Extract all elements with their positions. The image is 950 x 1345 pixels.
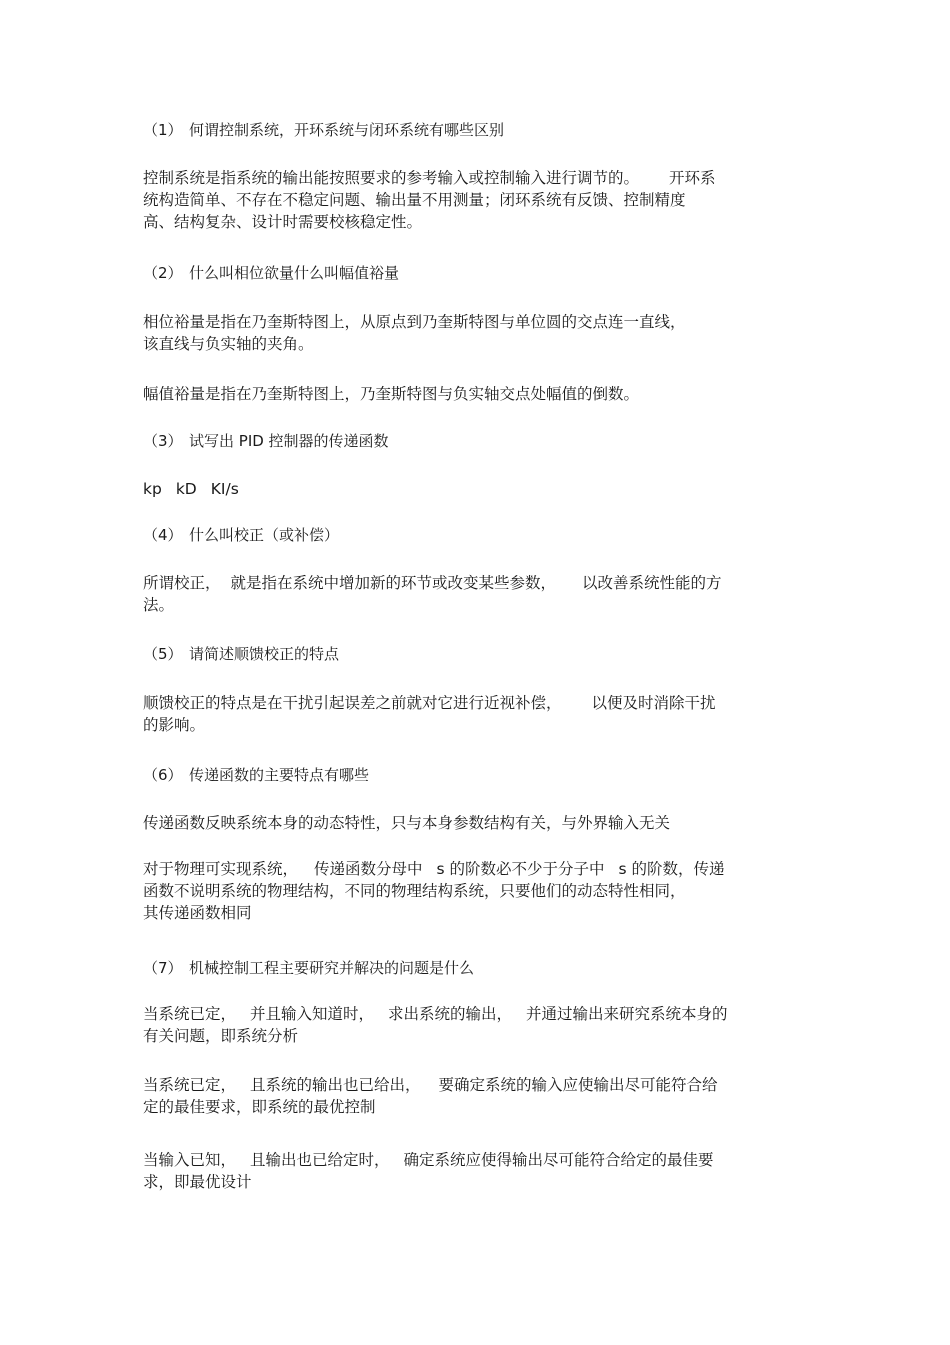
answer-text: 并且输入知道时，	[250, 1005, 375, 1023]
question-2	[143, 263, 808, 283]
answer-text: 控制系统是指系统的输出能按照要求的参考输入或控制输入进行调节的。	[143, 169, 640, 187]
answer-text: 定的最佳要求，即系统的最优控制	[143, 1098, 376, 1116]
answer-1	[143, 167, 808, 233]
pid-term-kp: kp	[143, 480, 162, 498]
question-title: 试写出 PID 控制器的传递函数	[189, 432, 389, 450]
pid-transfer-function	[143, 478, 808, 500]
question-number: （3）	[143, 432, 183, 450]
answer-6a	[143, 812, 808, 834]
question-6	[143, 765, 808, 785]
answer-text: 对于物理可实现系统，	[143, 860, 299, 878]
question-title: 何谓控制系统，开环系统与闭环系统有哪些区别	[189, 121, 505, 139]
question-5	[143, 644, 808, 664]
answer-text: 就是指在系统中增加新的环节或改变某些参数，	[230, 574, 557, 592]
pid-term-ki: KI/s	[210, 480, 239, 498]
answer-text: 该直线与负实轴的夹角。	[143, 335, 314, 353]
answer-2a	[143, 311, 808, 355]
question-title: 传递函数的主要特点有哪些	[189, 766, 370, 784]
answer-text: 开环系	[669, 169, 716, 187]
answer-text: 传递函数分母中	[314, 860, 423, 878]
answer-text: 当输入已知，	[143, 1151, 237, 1169]
answer-text: 相位裕量是指在乃奎斯特图上，从原点到乃奎斯特图与单位圆的交点连一直线，	[143, 313, 686, 331]
answer-text: 当系统已定，	[143, 1076, 237, 1094]
question-title: 请简述顺馈校正的特点	[189, 645, 340, 663]
answer-7a	[143, 1003, 808, 1047]
answer-5	[143, 692, 808, 736]
question-title: 什么叫校正（或补偿）	[189, 526, 340, 544]
answer-text: 统构造简单、不存在不稳定问题、输出量不用测量；闭环系统有反馈、控制精度	[143, 191, 686, 209]
question-number: （7）	[143, 959, 183, 977]
question-title: 机械控制工程主要研究并解决的问题是什么	[189, 959, 475, 977]
answer-text: 以改善系统性能的方	[582, 574, 722, 592]
answer-text: 且系统的输出也已给出，	[250, 1076, 421, 1094]
answer-text: 函数不说明系统的物理结构，不同的物理结构系统，只要他们的动态特性相同，	[143, 882, 686, 900]
question-4	[143, 525, 808, 545]
question-title: 什么叫相位欲量什么叫幅值裕量	[189, 264, 400, 282]
answer-text: 传递函数反映系统本身的动态特性，只与本身参数结构有关，与外界输入无关	[143, 814, 671, 832]
answer-text: 要确定系统的输入应使输出尽可能符合给	[438, 1076, 718, 1094]
answer-text: 幅值裕量是指在乃奎斯特图上，乃奎斯特图与负实轴交点处幅值的倒数。	[143, 385, 640, 403]
answer-text: 其传递函数相同	[143, 904, 252, 922]
answer-text: 顺馈校正的特点是在干扰引起误差之前就对它进行近视补偿，	[143, 694, 562, 712]
question-3	[143, 431, 808, 451]
question-number: （5）	[143, 645, 183, 663]
answer-text: 高、结构复杂、设计时需要校核稳定性。	[143, 213, 423, 231]
answer-text: 所谓校正，	[143, 574, 221, 592]
question-1	[143, 120, 808, 140]
answer-7b	[143, 1074, 808, 1118]
answer-text: 且输出也已给定时，	[250, 1151, 390, 1169]
pid-term-kd: kD	[175, 480, 197, 498]
question-7	[143, 958, 808, 978]
question-number: （2）	[143, 264, 183, 282]
answer-text: s 的阶数，传递	[618, 860, 725, 878]
answer-text: 的影响。	[143, 716, 206, 734]
answer-text: 有关问题，即系统分析	[143, 1027, 299, 1045]
answer-text: 并通过输出来研究系统本身的	[526, 1005, 728, 1023]
question-number: （1）	[143, 121, 183, 139]
answer-4	[143, 572, 808, 616]
answer-text: 当系统已定，	[143, 1005, 237, 1023]
question-number: （4）	[143, 526, 183, 544]
answer-text: s 的阶数必不少于分子中	[436, 860, 605, 878]
question-number: （6）	[143, 766, 183, 784]
answer-text: 求，即最优设计	[143, 1173, 252, 1191]
answer-6b	[143, 858, 808, 924]
answer-2b	[143, 383, 808, 405]
answer-text: 求出系统的输出，	[388, 1005, 513, 1023]
answer-7c	[143, 1149, 808, 1193]
answer-text: 法。	[143, 596, 175, 614]
answer-text: 以便及时消除干扰	[591, 694, 716, 712]
answer-text: 确定系统应使得输出尽可能符合给定的最佳要	[403, 1151, 714, 1169]
